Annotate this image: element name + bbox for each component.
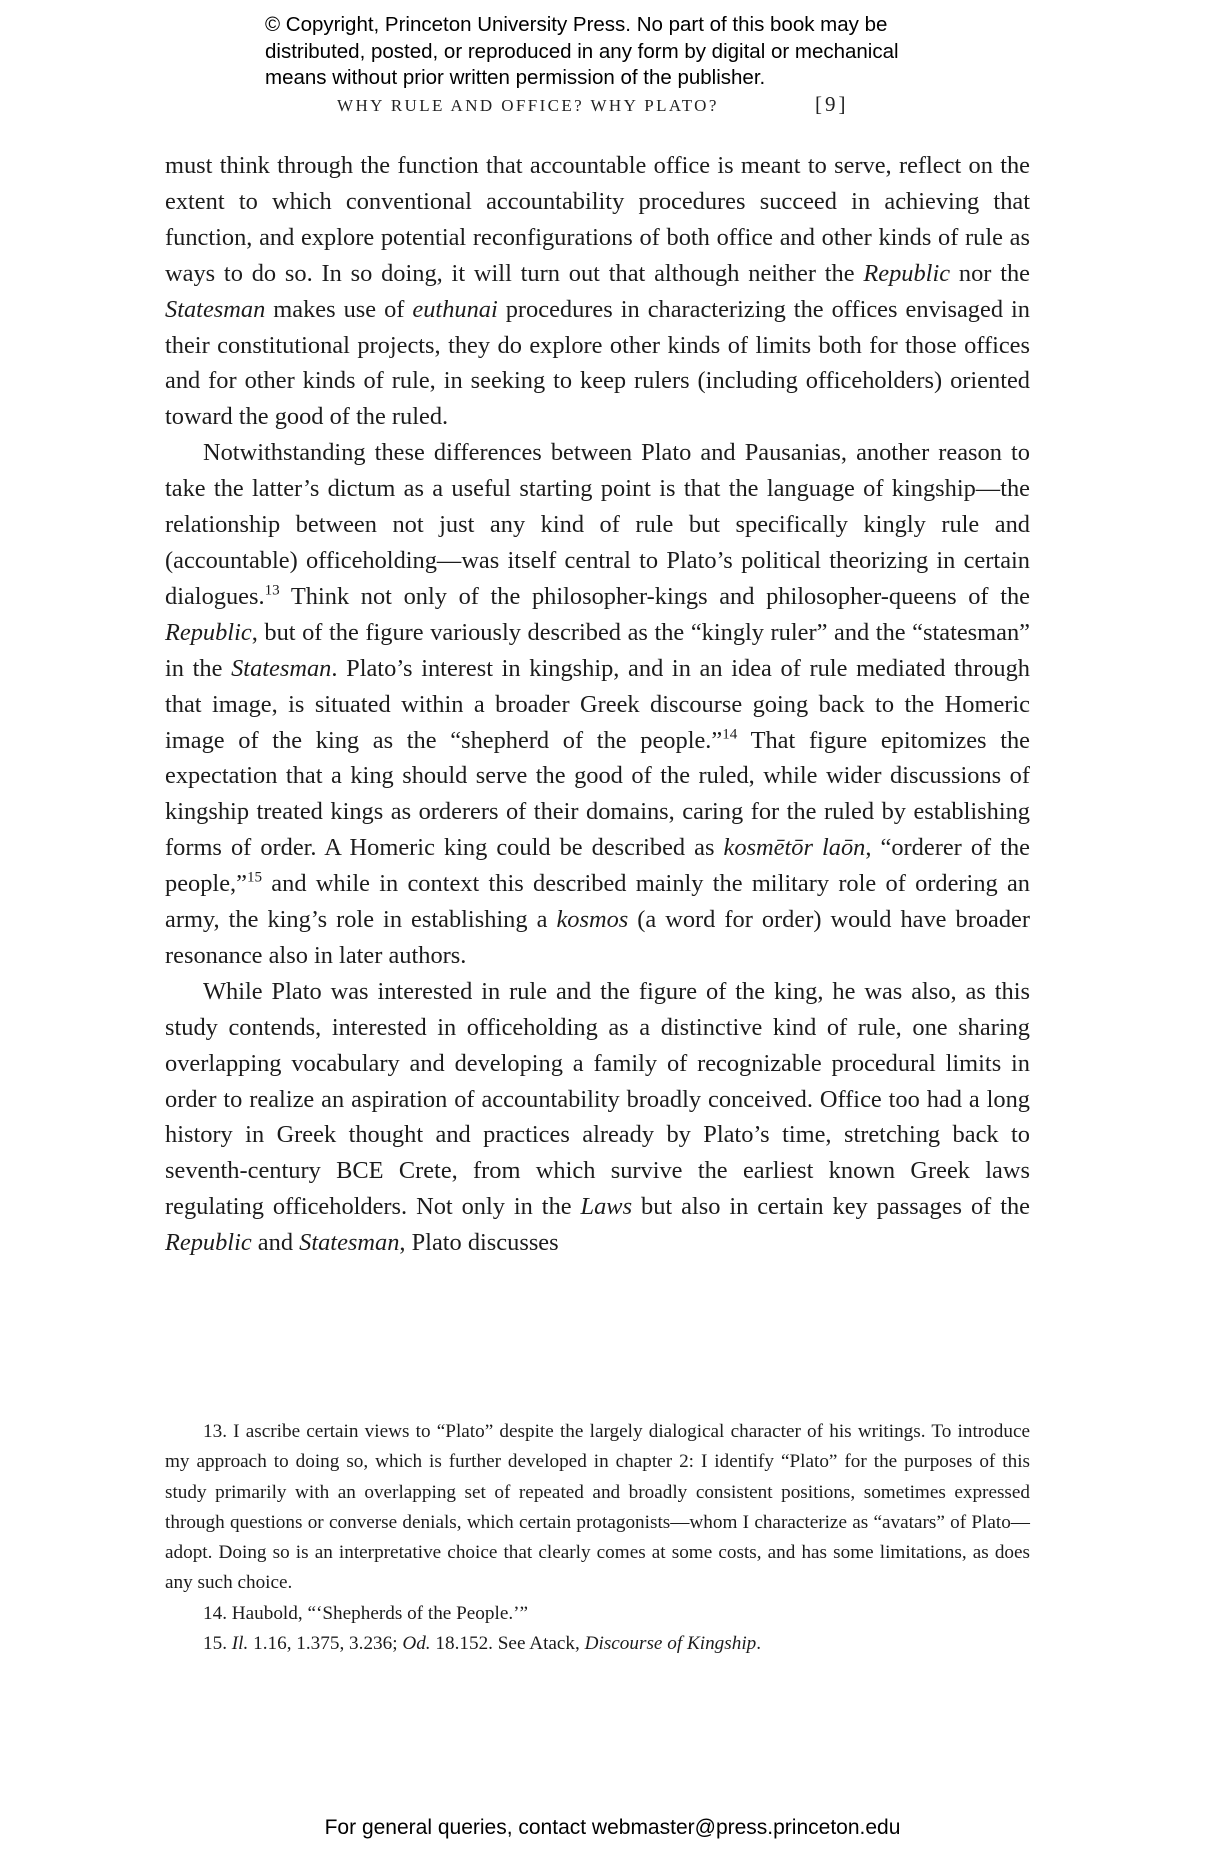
paragraph: While Plato was interested in rule and the figure of the king, he was also, as this study contends, interested in officeholding as a distinctive kind of rule, one sharing overlapping vocabulary and developing a family of recognizable procedural limits in order to realize an aspiration of accountability broadly conceived. Office too had a long history in Greek thought and practices already by Plato’s time, stretching back to seventh-century BCE Crete, from which survive the earliest known Greek laws regulating officeholders. Not only in the Laws but also in certain key passages of the Republic and Statesman, Plato discusses	[165, 977, 1031, 1257]
footnote-15: 15. Il. 1.16, 1.375, 3.236; Od. 18.152. See Atack, Discourse of Kingship.	[203, 1633, 762, 1655]
footnote-ref-15[interactable]: 15	[246, 869, 263, 886]
page-number: [9]	[815, 92, 849, 116]
footnote-14: 14. Haubold, “‘Shepherds of the People.’”	[203, 1602, 529, 1624]
body-text	[165, 148, 1030, 1261]
paragraph: Notwithstanding these differences between Plato and Pausanias, another reason to take the latter’s dictum as a useful starting point is that the language of kingship—the relationship between not just any kind of rule but specifically kingly rule and (accountable) officeholding—was itself central to Plato’s political theorizing in certain dialogues.$^{13}$ Think not only of the philosopher-kings and philosopher-queens of the Republic, but of the figure variously described as the “kingly ruler” and the “statesman” in the Statesman. Plato’s interest in kingship, and in an idea of rule mediated through that image, is situated within a broader Greek discourse going back to the Homeric image of the king as the “shepherd of the people.”$^{14}$ That figure epitomizes the expectation that a king should serve the good of the ruled, while wider discussions of kingship treated kings as orderers of their domains, caring for the ruled by establishing forms of order. A Homeric king could be described as kosmētōr laōn, “orderer of the people,”$^{15}$ and while in context this described mainly the military role of ordering an army, the king’s role in establishing a kosmos (a word for order) would have broader resonance also in later authors.	[165, 439, 1030, 969]
paragraph: must think through the function that accountable office is meant to serve, reflect on the extent to which conventional accountability procedures succeed in achieving that function, and explore potential reconfigurations of both office and other kinds of rule as ways to do so. In so doing, it will turn out that although neither the Republic nor the Statesman makes use of euthunai procedures in characterizing the offices envisaged in their constitutional projects, they do explore other kinds of limits both for those offices and for other kinds of rule, in seeking to keep rulers (including officeholders) oriented toward the good of the ruled.	[165, 152, 1030, 431]
footnote-ref-13[interactable]: 13	[264, 582, 280, 599]
copyright-line: distributed, posted, or reproduced in any form by digital or mechanical	[265, 39, 899, 63]
footnote-13: 13. I ascribe certain views to “Plato” despite the largely dialogical character of his writings. To introduce my approach to doing so, which is further developed in chapter 2: I identify “Plato” for the purposes of this study primarily with an overlapping set of repeated and broadly consistent positions, sometimes expressed through questions or converse denials, which certain protagonists—whom I characterize as “avatars” of Plato—adopt. Doing so is an interpretative choice that clearly comes at some costs, and has some limitations, as does any such choice.	[165, 1421, 1030, 1594]
copyright-line: means without prior written permission of the publisher.	[265, 66, 766, 89]
running-head-title: WHY RULE AND OFFICE? WHY PLATO?	[337, 96, 719, 115]
copyright-line: © Copyright, Princeton University Press. No part of this book may be	[265, 13, 888, 36]
copyright-notice	[265, 12, 1025, 92]
footer-contact: For general queries, contact webmaster@press.princeton.edu	[324, 1816, 901, 1839]
footnote-ref-14[interactable]: 14	[722, 726, 738, 743]
footnotes	[165, 1417, 1030, 1659]
